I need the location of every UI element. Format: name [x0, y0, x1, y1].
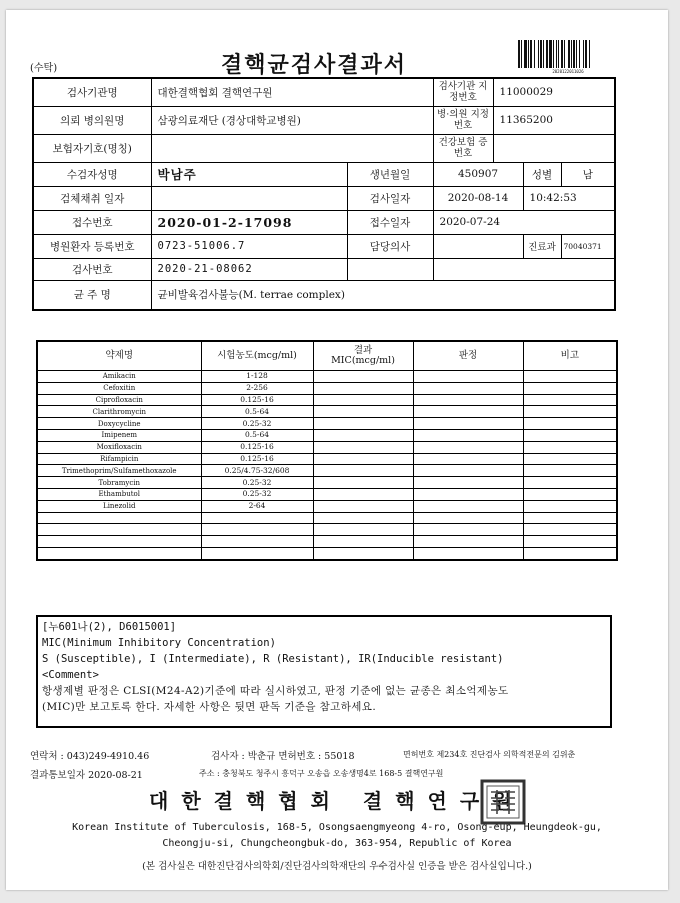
interpretation — [413, 512, 523, 524]
drug-row — [37, 394, 617, 406]
address-english-line2: Cheongju-si, Chungcheongbuk-do, 363-954, Republic of Korea — [162, 838, 512, 849]
report-code: [누601나(2), D6015001] — [42, 621, 177, 633]
info-label: 접수일자 — [347, 210, 433, 234]
hospital-patient-number: 0723-51006.7 — [151, 234, 347, 258]
interpretation — [413, 429, 523, 441]
remark — [523, 547, 617, 559]
interpretation — [413, 371, 523, 383]
info-value — [151, 134, 433, 162]
info-label: 검체채취 일자 — [33, 186, 151, 210]
drug-name: Ethambutol — [37, 488, 201, 500]
mic-result — [313, 441, 413, 453]
drug-susceptibility-table — [36, 340, 618, 561]
doctor-value — [433, 234, 523, 258]
mic-result — [313, 418, 413, 430]
test-number: 2020-21-08062 — [151, 258, 347, 280]
drug-row — [37, 500, 617, 512]
test-concentration — [201, 547, 313, 559]
info-value — [493, 134, 615, 162]
address-english-line1: Korean Institute of Tuberculosis, 168-5, Osongsaengmyeong 4-ro, Osong-eup, Heungdeok-gu, — [72, 822, 602, 833]
barcode-number: 2020122011026 — [552, 69, 584, 74]
info-label: 검사기관명 — [33, 78, 151, 106]
test-concentration: 0.125-16 — [201, 441, 313, 453]
drug-row — [37, 536, 617, 548]
drug-name: Tobramycin — [37, 477, 201, 489]
interpretation — [413, 441, 523, 453]
interpretation — [413, 524, 523, 536]
drug-name — [37, 547, 201, 559]
empty-cell — [433, 258, 615, 280]
interpretation-legend: S (Susceptible), I (Intermediate), R (Resistant), IR(Inducible resistant) — [42, 653, 504, 665]
info-row — [33, 134, 615, 162]
mic-result — [313, 429, 413, 441]
test-concentration: 0.5-64 — [201, 406, 313, 418]
contact-number: 연락처 : 043)249-4910.46 — [30, 751, 150, 762]
doctor-license: 면허번호 제234호 진단검사 의학적전문의 김위춘 — [403, 750, 576, 759]
drug-row — [37, 382, 617, 394]
comment-label: <Comment> — [42, 669, 99, 681]
official-seal-icon — [479, 778, 527, 826]
mic-result — [313, 524, 413, 536]
mic-result — [313, 453, 413, 465]
remark — [523, 418, 617, 430]
mic-result — [313, 371, 413, 383]
address-korean: 주소 : 충청북도 청주시 흥덕구 오송읍 오송생명4로 168-5 결핵연구원 — [199, 769, 444, 778]
test-date: 2020-08-14 — [433, 186, 523, 210]
interpretation — [413, 382, 523, 394]
drug-name — [37, 524, 201, 536]
department-value: 70040371 — [561, 234, 615, 258]
drug-name: Ciprofloxacin — [37, 394, 201, 406]
info-row — [33, 280, 615, 310]
strain-name: 균비발육검사불능(M. terrae complex) — [151, 280, 615, 310]
test-concentration: 0.25/4.75-32/608 — [201, 465, 313, 477]
info-row — [33, 78, 615, 106]
comment-note-line: (MIC)만 보고토록 한다. 자세한 사항은 뒷면 판독 기준을 참고하세요. — [42, 701, 377, 713]
interpretation — [413, 465, 523, 477]
drug-name: Moxifloxacin — [37, 441, 201, 453]
page-title: 결핵균검사결과서 — [221, 52, 408, 78]
mic-result — [313, 547, 413, 559]
drug-header-row — [37, 341, 617, 371]
info-value: 삼광의료재단 (경상대학교병원) — [151, 106, 433, 134]
test-time: 10:42:53 — [523, 186, 615, 210]
test-concentration: 0.125-16 — [201, 453, 313, 465]
comment-note-line: 항생제별 판정은 CLSI(M24-A2)기준에 따라 실시하였고, 판정 기준에 없는 균종은 최소억제농도 — [42, 685, 509, 697]
patient-info-table — [32, 77, 616, 311]
test-concentration: 0.25-32 — [201, 477, 313, 489]
test-concentration — [201, 512, 313, 524]
info-label: 의뢰 병의원명 — [33, 106, 151, 134]
interpretation — [413, 536, 523, 548]
column-header: 결과 MIC(mcg/ml) — [313, 341, 413, 371]
drug-row — [37, 406, 617, 418]
interpretation — [413, 547, 523, 559]
remark — [523, 441, 617, 453]
test-concentration — [201, 524, 313, 536]
drug-row — [37, 477, 617, 489]
interpretation — [413, 394, 523, 406]
drug-name: Amikacin — [37, 371, 201, 383]
drug-row — [37, 441, 617, 453]
organization-name: 대한결핵협회 결핵연구원 — [149, 789, 525, 813]
info-label: 생년월일 — [347, 162, 433, 186]
drug-name: Doxycycline — [37, 418, 201, 430]
info-value: 대한결핵협회 결핵연구원 — [151, 78, 433, 106]
mic-result — [313, 488, 413, 500]
info-label: 건강보험 증번호 — [433, 134, 493, 162]
test-concentration: 0.25-32 — [201, 418, 313, 430]
drug-row — [37, 371, 617, 383]
info-row — [33, 234, 615, 258]
drug-row — [37, 418, 617, 430]
receipt-number: 2020-01-2-17098 — [151, 210, 347, 234]
info-value — [151, 186, 347, 210]
test-concentration — [201, 536, 313, 548]
drug-name: Clarithromycin — [37, 406, 201, 418]
drug-row — [37, 465, 617, 477]
info-label: 병·의원 지정번호 — [433, 106, 493, 134]
test-concentration: 2-64 — [201, 500, 313, 512]
report-page — [6, 10, 668, 890]
interpretation — [413, 453, 523, 465]
drug-name: Imipenem — [37, 429, 201, 441]
info-row — [33, 258, 615, 280]
info-row — [33, 186, 615, 210]
test-concentration: 2-256 — [201, 382, 313, 394]
info-label: 담당의사 — [347, 234, 433, 258]
info-label: 보험자기호(명칭) — [33, 134, 151, 162]
drug-row — [37, 488, 617, 500]
remark — [523, 524, 617, 536]
column-header: 판정 — [413, 341, 523, 371]
info-row — [33, 162, 615, 186]
remark — [523, 371, 617, 383]
remark — [523, 512, 617, 524]
drug-row — [37, 429, 617, 441]
drug-row — [37, 524, 617, 536]
test-concentration: 1-128 — [201, 371, 313, 383]
sex-value: 남 — [561, 162, 615, 186]
info-label: 검사일자 — [347, 186, 433, 210]
info-label: 검사번호 — [33, 258, 151, 280]
remark — [523, 394, 617, 406]
interpretation — [413, 477, 523, 489]
mic-result — [313, 394, 413, 406]
patient-name: 박남주 — [151, 162, 347, 186]
certification-note: (본 검사실은 대한진단검사의학회/진단검사의학재단의 우수검사실 인증을 받은 검사실입니다.) — [142, 861, 532, 872]
info-value: 11365200 — [493, 106, 615, 134]
barcode-bars — [516, 40, 620, 68]
interpretation — [413, 406, 523, 418]
mic-result — [313, 512, 413, 524]
info-label: 접수번호 — [33, 210, 151, 234]
remark — [523, 453, 617, 465]
info-label: 진료과 — [523, 234, 561, 258]
interpretation — [413, 488, 523, 500]
interpretation — [413, 418, 523, 430]
mic-result — [313, 536, 413, 548]
info-label: 성별 — [523, 162, 561, 186]
remark — [523, 382, 617, 394]
barcode — [516, 40, 620, 72]
drug-name: Cefoxitin — [37, 382, 201, 394]
drug-row — [37, 453, 617, 465]
info-row — [33, 106, 615, 134]
mic-definition: MIC(Minimum Inhibitory Concentration) — [42, 637, 276, 649]
inspector-info: 검사자 : 박춘규 면허번호 : 55018 — [211, 751, 355, 762]
drug-name: Trimethoprim/Sulfamethoxazole — [37, 465, 201, 477]
info-label: 병원환자 등록번호 — [33, 234, 151, 258]
mic-result — [313, 500, 413, 512]
test-concentration: 0.5-64 — [201, 429, 313, 441]
info-row — [33, 210, 615, 234]
remark — [523, 406, 617, 418]
info-label: 검사기관 지정번호 — [433, 78, 493, 106]
mic-result — [313, 406, 413, 418]
drug-name: Rifampicin — [37, 453, 201, 465]
report-date: 결과통보일자 2020-08-21 — [30, 770, 143, 781]
remark — [523, 500, 617, 512]
birth-date: 450907 — [433, 162, 523, 186]
mic-result — [313, 477, 413, 489]
copy-type-label: (수탁) — [30, 63, 58, 74]
info-label: 수검자성명 — [33, 162, 151, 186]
receipt-date: 2020-07-24 — [433, 210, 615, 234]
column-header: 시험농도(mcg/ml) — [201, 341, 313, 371]
remark — [523, 477, 617, 489]
remark — [523, 536, 617, 548]
drug-name — [37, 536, 201, 548]
mic-result — [313, 465, 413, 477]
remark — [523, 488, 617, 500]
remark — [523, 429, 617, 441]
info-label: 균 주 명 — [33, 280, 151, 310]
info-value: 11000029 — [493, 78, 615, 106]
comment-box — [36, 615, 612, 728]
drug-row — [37, 512, 617, 524]
test-concentration: 0.25-32 — [201, 488, 313, 500]
empty-cell — [347, 258, 433, 280]
mic-result — [313, 382, 413, 394]
interpretation — [413, 500, 523, 512]
column-header: 약제명 — [37, 341, 201, 371]
drug-row — [37, 547, 617, 559]
test-concentration: 0.125-16 — [201, 394, 313, 406]
column-header: 비고 — [523, 341, 617, 371]
remark — [523, 465, 617, 477]
drug-name — [37, 512, 201, 524]
drug-name: Linezolid — [37, 500, 201, 512]
